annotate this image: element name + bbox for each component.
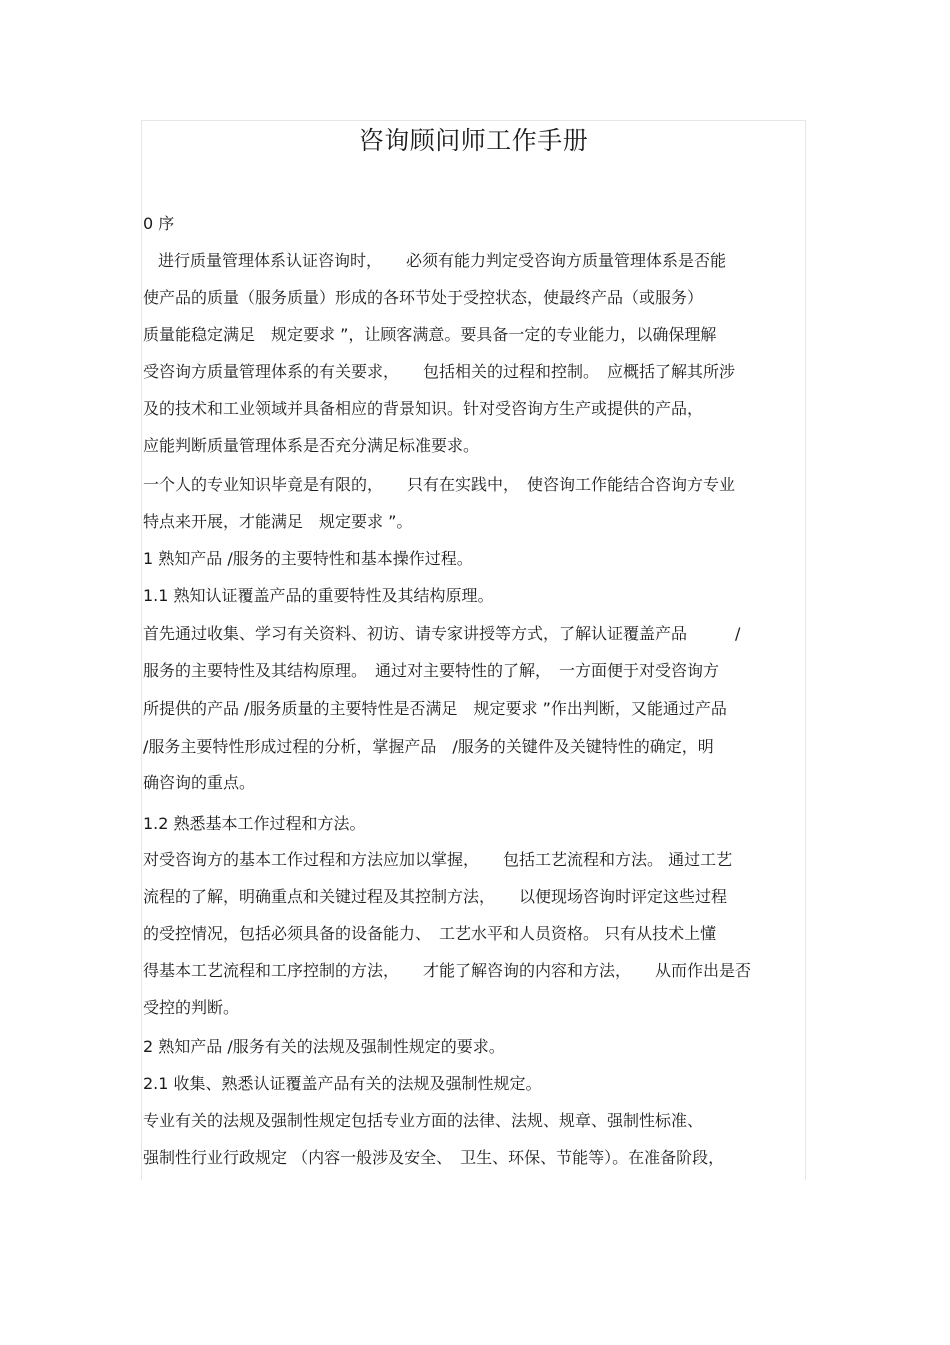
paragraph-line: 使产品的质量（服务质量）形成的各环节处于受控状态，使最终产品（或服务） [143, 288, 704, 307]
paragraph-line: 1 熟知产品 /服务的主要特性和基本操作过程。 [143, 549, 473, 568]
paragraph-line: 的受控情况，包括必须具备的设备能力、 工艺水平和人员资格。 只有从技术上懂 [143, 924, 717, 943]
paragraph-line: 受咨询方质量管理体系的有关要求， 包括相关的过程和控制。 应概括了解其所涉 [143, 362, 736, 381]
paragraph-line: 质量能稳定满足 规定要求 ”，让顾客满意。要具备一定的专业能力，以确保理解 [143, 325, 717, 344]
paragraph-line: 1.2 熟悉基本工作过程和方法。 [143, 814, 366, 833]
paragraph-line: 应能判断质量管理体系是否充分满足标准要求。 [143, 436, 480, 455]
paragraph-line: 1.1 熟知认证覆盖产品的重要特性及其结构原理。 [143, 586, 494, 605]
paragraph-line: 得基本工艺流程和工序控制的方法， 才能了解咨询的内容和方法， 从而作出是否 [143, 961, 752, 980]
paragraph-line: 特点来开展，才能满足 规定要求 ”。 [143, 512, 413, 531]
paragraph-line: 确咨询的重点。 [143, 773, 256, 792]
paragraph-line: 专业有关的法规及强制性规定包括专业方面的法律、法规、规章、强制性标准、 [143, 1111, 704, 1130]
paragraph-line: 流程的了解，明确重点和关键过程及其控制方法， 以便现场咨询时评定这些过程 [143, 887, 728, 906]
page-frame [141, 120, 806, 1180]
paragraph-line: 受控的判断。 [143, 998, 240, 1017]
document-title: 咨询顾问师工作手册 [358, 126, 589, 155]
paragraph-line: 2.1 收集、熟悉认证覆盖产品有关的法规及强制性规定。 [143, 1074, 542, 1093]
paragraph-line: 一个人的专业知识毕竟是有限的， 只有在实践中， 使咨询工作能结合咨询方专业 [143, 475, 736, 494]
paragraph-line: 2 熟知产品 /服务有关的法规及强制性规定的要求。 [143, 1037, 505, 1056]
paragraph-line: 及的技术和工业领域并具备相应的背景知识。针对受咨询方生产或提供的产品， [143, 399, 704, 418]
paragraph-line: 服务的主要特性及其结构原理。 通过对主要特性的了解， 一方面便于对受咨询方 [143, 661, 720, 680]
paragraph-line: 首先通过收集、学习有关资料、初访、请专家讲授等方式，了解认证覆盖产品 / [143, 624, 741, 643]
paragraph-line: 进行质量管理体系认证咨询时， 必须有能力判定受咨询方质量管理体系是否能 [158, 251, 727, 270]
paragraph-line: 强制性行业行政规定 （内容一般涉及安全、 卫生、环保、节能等）。在准备阶段， [143, 1148, 725, 1167]
paragraph-line: 所提供的产品 /服务质量的主要特性是否满足 规定要求 ”作出判断，又能通过产品 [143, 699, 727, 718]
paragraph-line: 对受咨询方的基本工作过程和方法应加以掌握， 包括工艺流程和方法。 通过工艺 [143, 850, 733, 869]
paragraph-line: 0 序 [143, 214, 175, 233]
paragraph-line: /服务主要特性形成过程的分析，掌握产品 /服务的关键件及关键特性的确定，明 [143, 737, 714, 756]
